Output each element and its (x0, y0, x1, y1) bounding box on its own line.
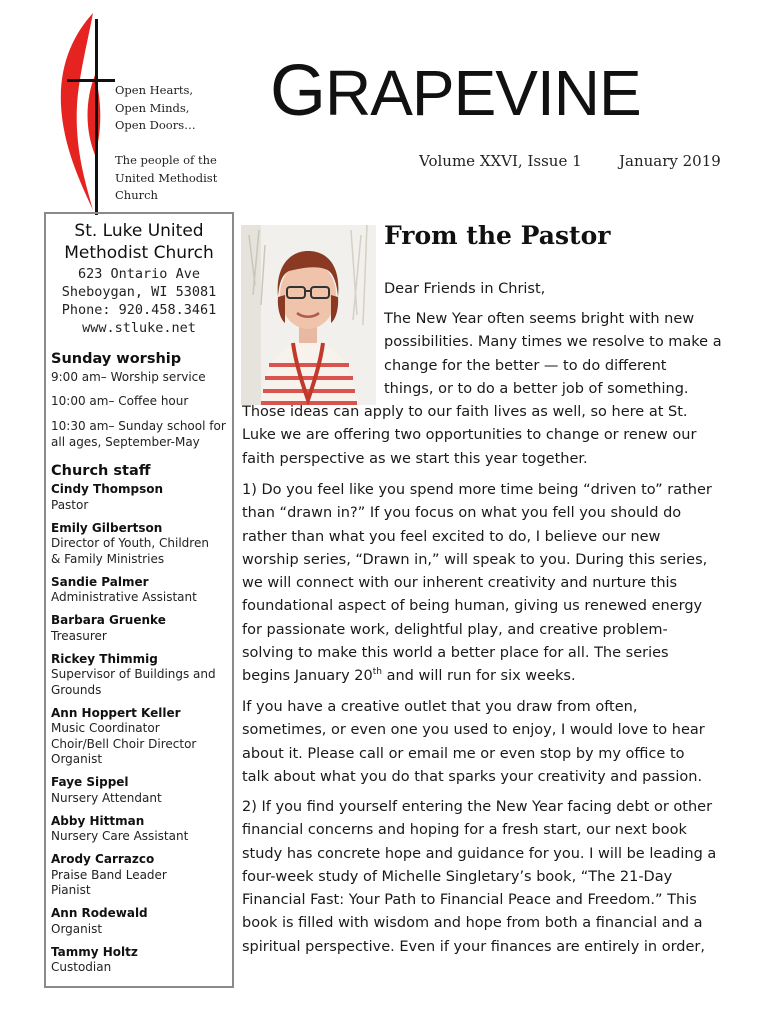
staff-heading: Church staff (51, 463, 151, 479)
staff-role: Music Coordinator (51, 721, 160, 735)
church-info-sidebar (44, 212, 234, 988)
staff-role: Choir/Bell Choir Director (51, 736, 197, 751)
paragraph-drawn-in (242, 479, 730, 689)
text-line: spiritual perspective. Even if your finances are entirely in order, (242, 938, 705, 955)
cross-and-flame-logo (55, 5, 115, 215)
text-line: than “drawn in?” If you focus on what you fell you should do (242, 505, 682, 522)
text-line: solving to make this world a better place for all. The series (242, 645, 669, 662)
article-heading: From the Pastor (384, 221, 611, 250)
address-line: 623 Ontario Ave (78, 266, 200, 282)
tagline-line: Open Doors… (115, 118, 196, 132)
staff-list (51, 482, 231, 983)
staff-name: Cindy Thompson (51, 482, 164, 496)
staff-role: & Family Ministries (51, 551, 165, 566)
staff-role: Custodian (51, 960, 112, 974)
text-line: faith perspective as we start this year together. (242, 450, 588, 467)
staff-member (51, 521, 231, 568)
text-line: about it. Please call or email me or even stop by my office to (242, 745, 685, 762)
text-line: we will connect with our inherent creativity and nurture this (242, 575, 678, 592)
staff-member (51, 613, 231, 644)
paragraph-creative-outlet (242, 696, 730, 789)
staff-member (51, 482, 231, 513)
worship-item-line: all ages, September-May (51, 434, 200, 449)
website-url: www.stluke.net (82, 320, 196, 336)
newsletter-title (270, 51, 728, 131)
staff-name: Sandie Palmer (51, 574, 149, 589)
paragraph-financial-fast (242, 796, 730, 959)
staff-member (51, 775, 231, 806)
paragraph-intro (384, 308, 729, 401)
staff-role: Organist (51, 752, 103, 766)
worship-item-line: 10:30 am– Sunday school for (51, 419, 226, 433)
title-rest: RAPEVINE (325, 57, 641, 129)
staff-name: Faye Sippel (51, 775, 129, 789)
staff-role: Nursery Care Assistant (51, 829, 189, 843)
text-line: Financial Fast: Your Path to Financial Peace and Freedom.” This (242, 892, 697, 909)
text-line: worship series, “Drawn in,” will speak to you. During this series, (242, 551, 708, 568)
tagline (115, 82, 196, 135)
staff-role: Pastor (51, 497, 89, 512)
staff-name: Ann Rodewald (51, 906, 148, 920)
staff-member (51, 814, 231, 845)
staff-role: Director of Youth, Children (51, 536, 209, 550)
tagline-line: United Methodist (115, 170, 218, 185)
church-name-line: Methodist Church (64, 243, 214, 263)
church-address (46, 265, 232, 337)
staff-name: Barbara Gruenke (51, 613, 166, 627)
text-segment: begins January 20 (242, 668, 373, 685)
text-line: four-week study of Michelle Singletary’s book, “The 21-Day (242, 868, 673, 885)
tagline-line: The people of the (115, 153, 217, 167)
staff-member (51, 706, 231, 768)
staff-role: Administrative Assistant (51, 590, 197, 604)
text-line: rather than what you feel excited to do, I believe our new (242, 528, 661, 545)
worship-item: 9:00 am– Worship service (51, 370, 206, 384)
paragraph-intro-continued (242, 401, 730, 471)
text-line: for passionate work, delightful play, and creative problem- (242, 621, 668, 638)
worship-heading: Sunday worship (51, 351, 182, 367)
staff-role: Supervisor of Buildings and (51, 667, 216, 681)
address-line: Sheboygan, WI 53081 (61, 284, 217, 300)
staff-role: Pianist (51, 883, 91, 897)
text-line: study has concrete hope and guidance for you. I will be leading a (242, 845, 717, 862)
staff-role: Nursery Attendant (51, 790, 162, 805)
text-segment: and will run for six weeks. (381, 668, 576, 685)
ordinal-suffix: th (372, 667, 382, 678)
pastor-photo (241, 225, 376, 405)
staff-name: Tammy Holtz (51, 944, 138, 959)
salutation: Dear Friends in Christ, (384, 281, 546, 297)
worship-item (51, 419, 226, 450)
staff-name: Abby Hittman (51, 813, 145, 828)
staff-member (51, 906, 231, 937)
issue-date: January 2019 (619, 152, 721, 170)
text-line: If you have a creative outlet that you draw from often, (242, 699, 638, 715)
staff-name: Rickey Thimmig (51, 651, 158, 666)
text-line: sometimes, or even one you used to enjoy, I would love to hear (242, 722, 705, 739)
text-line: The New Year often seems bright with new (384, 311, 695, 327)
text-line: Luke we are offering two opportunities to change or renew our (242, 427, 697, 444)
staff-name: Arody Carrazco (51, 852, 155, 866)
staff-name: Emily Gilbertson (51, 520, 163, 535)
worship-item: 10:00 am– Coffee hour (51, 394, 189, 408)
text-line: financial concerns and hoping for a fresh start, our next book (242, 822, 687, 839)
tagline-line: Open Hearts, (115, 83, 194, 97)
volume-issue: Volume XXVI, Issue 1 (419, 152, 582, 170)
people-tagline (115, 152, 217, 205)
text-line: 2) If you find yourself entering the New Year facing debt or other (242, 799, 713, 815)
phone-number: Phone: 920.458.3461 (61, 302, 217, 318)
staff-member (51, 652, 231, 699)
church-name (46, 220, 232, 264)
tagline-line: Open Minds, (115, 100, 190, 115)
text-line: foundational aspect of being human, giving us renewed energy (242, 598, 703, 615)
text-line: Those ideas can apply to our faith lives as well, so here at St. (242, 404, 688, 420)
text-line (242, 665, 730, 688)
staff-role: Treasurer (51, 628, 107, 643)
staff-role: Grounds (51, 682, 102, 697)
staff-member (51, 575, 231, 606)
tagline-line: Church (115, 188, 158, 202)
staff-member (51, 852, 231, 899)
staff-role: Organist (51, 921, 103, 936)
text-line: 1) Do you feel like you spend more time being “driven to” rather (242, 482, 712, 498)
text-line: possibilities. Many times we resolve to make a (384, 334, 722, 351)
staff-member (51, 945, 231, 976)
church-name-line: St. Luke United (74, 221, 204, 241)
staff-name: Ann Hoppert Keller (51, 705, 181, 720)
text-line: things, or to do a better job of something. (384, 380, 689, 397)
text-line: talk about what you do that sparks your creativity and passion. (242, 768, 703, 785)
text-line: book is filled with wisdom and hope from both a financial and a (242, 915, 703, 932)
title-initial: G (270, 51, 326, 131)
text-line: change for the better — to do different (384, 357, 667, 374)
staff-role: Praise Band Leader (51, 867, 167, 882)
